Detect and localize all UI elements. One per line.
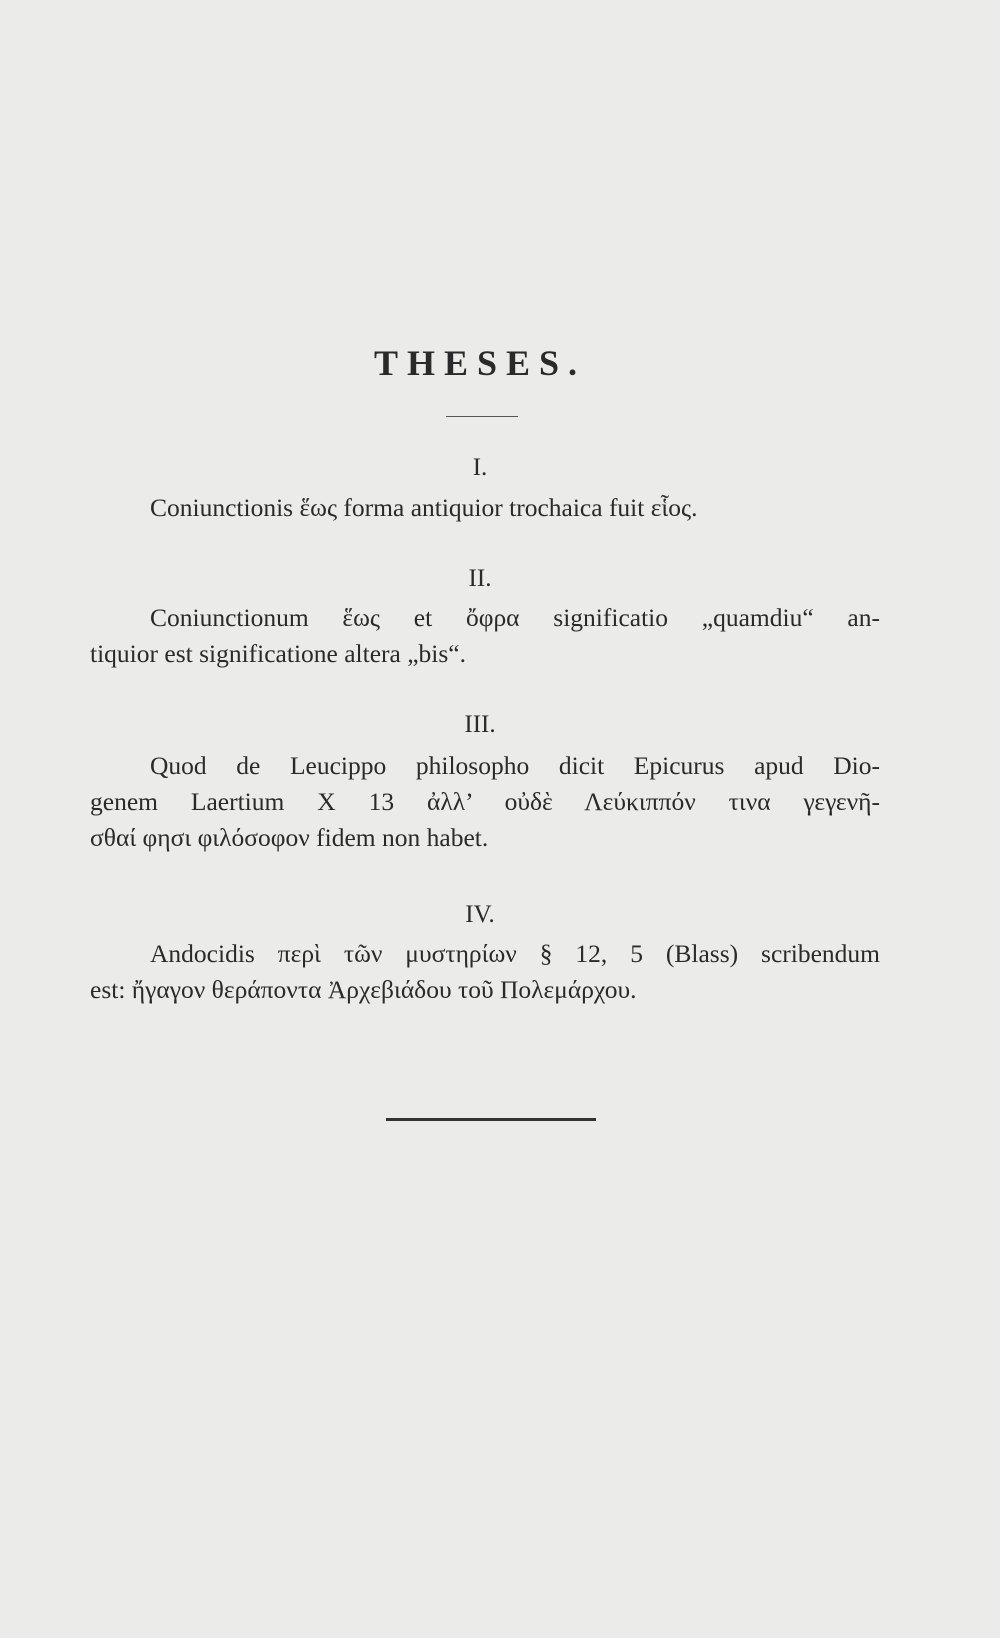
page-title: THESES. (373, 343, 587, 383)
thesis-4-line-1: Andocidis περὶ τῶν μυστηρίων § 12, 5 (Blass) scribendum (150, 939, 880, 968)
thesis-1-line-1: Coniunctionis ἕως forma antiquior trochaica fuit εἷος. (150, 493, 698, 522)
thesis-2-text (90, 600, 880, 672)
title-divider (446, 416, 518, 417)
thesis-3-line-2: genem Laertium X 13 ἀλλ’ οὐδὲ Λεύκιππόν τινα γεγενῆ- (90, 787, 880, 816)
thesis-3-line-1: Quod de Leucippo philosopho dicit Epicurus apud Dio- (150, 751, 880, 780)
thesis-2-line-2: tiquior est significatione altera „bis“. (90, 639, 467, 668)
thesis-3-text (90, 748, 880, 856)
thesis-2-numeral: II. (468, 565, 492, 592)
thesis-4-numeral: IV. (465, 901, 495, 928)
closing-rule (386, 1118, 596, 1121)
thesis-4-text (90, 936, 880, 1008)
thesis-1-numeral: I. (472, 454, 488, 481)
thesis-3-line-3: σθαί φησι φιλόσοφον fidem non habet. (90, 823, 489, 852)
thesis-2-line-1: Coniunctionum ἕως et ὄφρα significatio „quamdiu“ an- (150, 603, 880, 632)
thesis-4-line-2: est: ἤγαγον θεράποντα Ἀρχεβιάδου τοῦ Πολεμάρχου. (90, 975, 637, 1004)
thesis-3-numeral: III. (464, 711, 496, 738)
thesis-1-text (90, 490, 880, 526)
